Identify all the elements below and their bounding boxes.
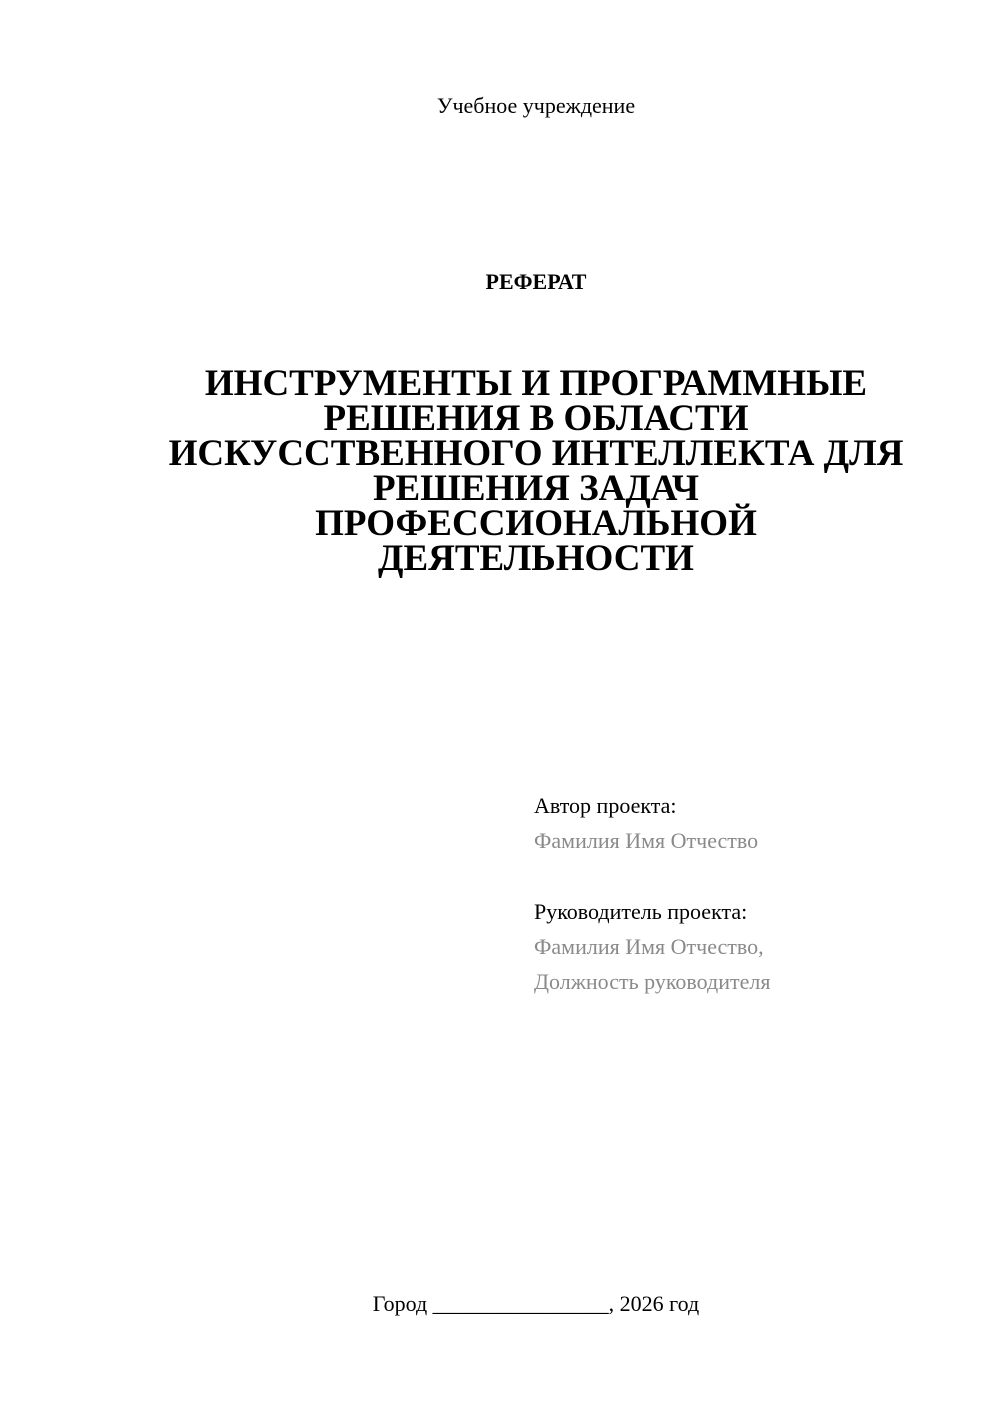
title-line: РЕШЕНИЯ В ОБЛАСТИ [323,398,749,439]
author-label: Автор проекта: [534,793,677,818]
document-type: РЕФЕРАТ [485,269,587,294]
title-line: ИСКУССТВЕННОГО ИНТЕЛЛЕКТА ДЛЯ [168,433,904,474]
credits-spacer [534,858,974,894]
title-line: ПРОФЕССИОНАЛЬНОЙ [315,503,757,544]
city-year-footer: Город ________________, 2026 год [372,1291,700,1316]
title-line: РЕШЕНИЯ ЗАДАЧ [372,468,700,509]
title-line: ИНСТРУМЕНТЫ И ПРОГРАММНЫЕ [204,363,868,404]
credits-block [534,788,974,999]
supervisor-name: Фамилия Имя Отчество, [534,934,764,959]
supervisor-label: Руководитель проекта: [534,899,748,924]
title-line: ДЕЯТЕЛЬНОСТИ [378,538,694,579]
institution-name: Учебное учреждение [436,93,636,118]
author-name: Фамилия Имя Отчество [534,828,759,853]
document-title [130,363,942,579]
supervisor-position: Должность руководителя [534,969,771,994]
